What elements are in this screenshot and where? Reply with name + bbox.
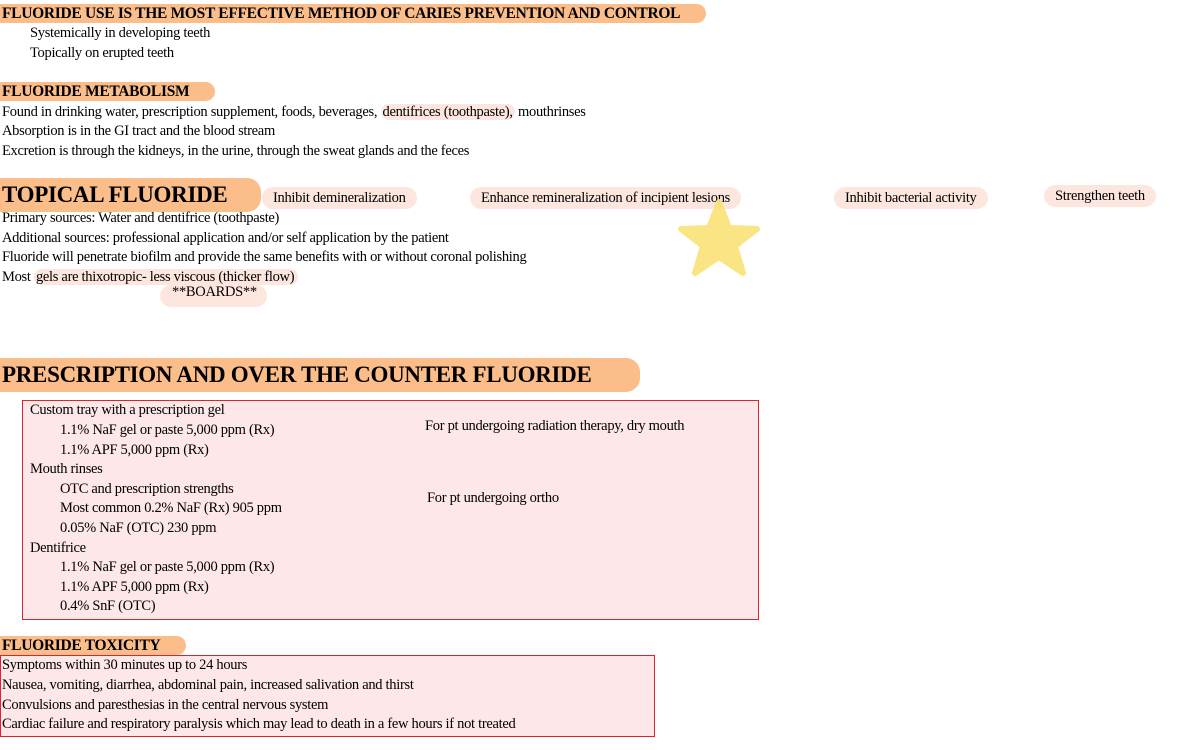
- ortho-note: For pt undergoing ortho: [427, 490, 559, 506]
- biofilm-line: Fluoride will penetrate biofilm and provide the same benefits with or without coronal polishing: [2, 249, 527, 265]
- sources-text: Found in drinking water, prescription supplement, foods, beverages,: [2, 104, 378, 120]
- star-shape: [681, 202, 757, 273]
- snf-line: 0.4% SnF (OTC): [60, 598, 156, 614]
- tray-naf-line: 1.1% NaF gel or paste 5,000 ppm (Rx): [60, 422, 275, 438]
- prescription-otc-heading: PRESCRIPTION AND OVER THE COUNTER FLUORIDE: [0, 358, 640, 392]
- benefit-enhance-remineralization: Enhance remineralization of incipient lesions: [470, 187, 741, 209]
- primary-sources-line: Primary sources: Water and dentifrice (toothpaste): [2, 210, 280, 226]
- tray-apf-line: 1.1% APF 5,000 ppm (Rx): [60, 442, 209, 458]
- radiation-note: For pt undergoing radiation therapy, dry mouth: [425, 418, 685, 434]
- caries-prevention-heading: FLUORIDE USE IS THE MOST EFFECTIVE METHOD OF CARIES PREVENTION AND CONTROL: [0, 4, 706, 23]
- gels-prefix: Most: [2, 269, 31, 285]
- star-icon: [678, 198, 760, 276]
- metabolism-sources-line: [2, 103, 586, 122]
- toxicity-heading: FLUORIDE TOXICITY: [0, 636, 186, 655]
- mouthrinses-text: mouthrinses: [518, 104, 586, 120]
- dentifrice-apf-line: 1.1% APF 5,000 ppm (Rx): [60, 579, 209, 595]
- boards-note: **BOARDS**: [160, 285, 267, 307]
- convulsions-line: Convulsions and paresthesias in the central nervous system: [2, 697, 329, 713]
- dentifrice-naf-line: 1.1% NaF gel or paste 5,000 ppm (Rx): [60, 559, 275, 575]
- thixotropic-highlight: gels are thixotropic- less viscous (thicker flow): [34, 269, 298, 285]
- most-common-line: Most common 0.2% NaF (Rx) 905 ppm: [60, 500, 282, 516]
- benefit-inhibit-bacterial-activity: Inhibit bacterial activity: [834, 187, 988, 209]
- systemic-item: Systemically in developing teeth: [30, 25, 211, 41]
- excretion-line: Excretion is through the kidneys, in the urine, through the sweat glands and the feces: [2, 143, 470, 159]
- additional-sources-line: Additional sources: professional application and/or self application by the patient: [2, 230, 449, 246]
- symptoms-line: Symptoms within 30 minutes up to 24 hours: [2, 657, 248, 673]
- dentifrice-line: Dentifrice: [30, 540, 86, 556]
- benefit-inhibit-demineralization: Inhibit demineralization: [262, 187, 417, 209]
- benefit-strengthen-teeth: Strengthen teeth: [1044, 185, 1156, 207]
- topical-fluoride-heading: TOPICAL FLUORIDE: [0, 178, 261, 212]
- mouth-rinses-line: Mouth rinses: [30, 461, 103, 477]
- custom-tray-line: Custom tray with a prescription gel: [30, 402, 225, 418]
- naf-otc-line: 0.05% NaF (OTC) 230 ppm: [60, 520, 217, 536]
- nausea-line: Nausea, vomiting, diarrhea, abdominal pain, increased salivation and thirst: [2, 677, 414, 693]
- topical-item: Topically on erupted teeth: [30, 45, 174, 61]
- otc-strengths-line: OTC and prescription strengths: [60, 481, 234, 497]
- metabolism-heading: FLUORIDE METABOLISM: [0, 82, 215, 101]
- dentifrices-highlight: dentifrices (toothpaste),: [382, 104, 513, 120]
- absorption-line: Absorption is in the GI tract and the blood stream: [2, 123, 275, 139]
- cardiac-failure-line: Cardiac failure and respiratory paralysis which may lead to death in a few hours if not treated: [2, 716, 516, 732]
